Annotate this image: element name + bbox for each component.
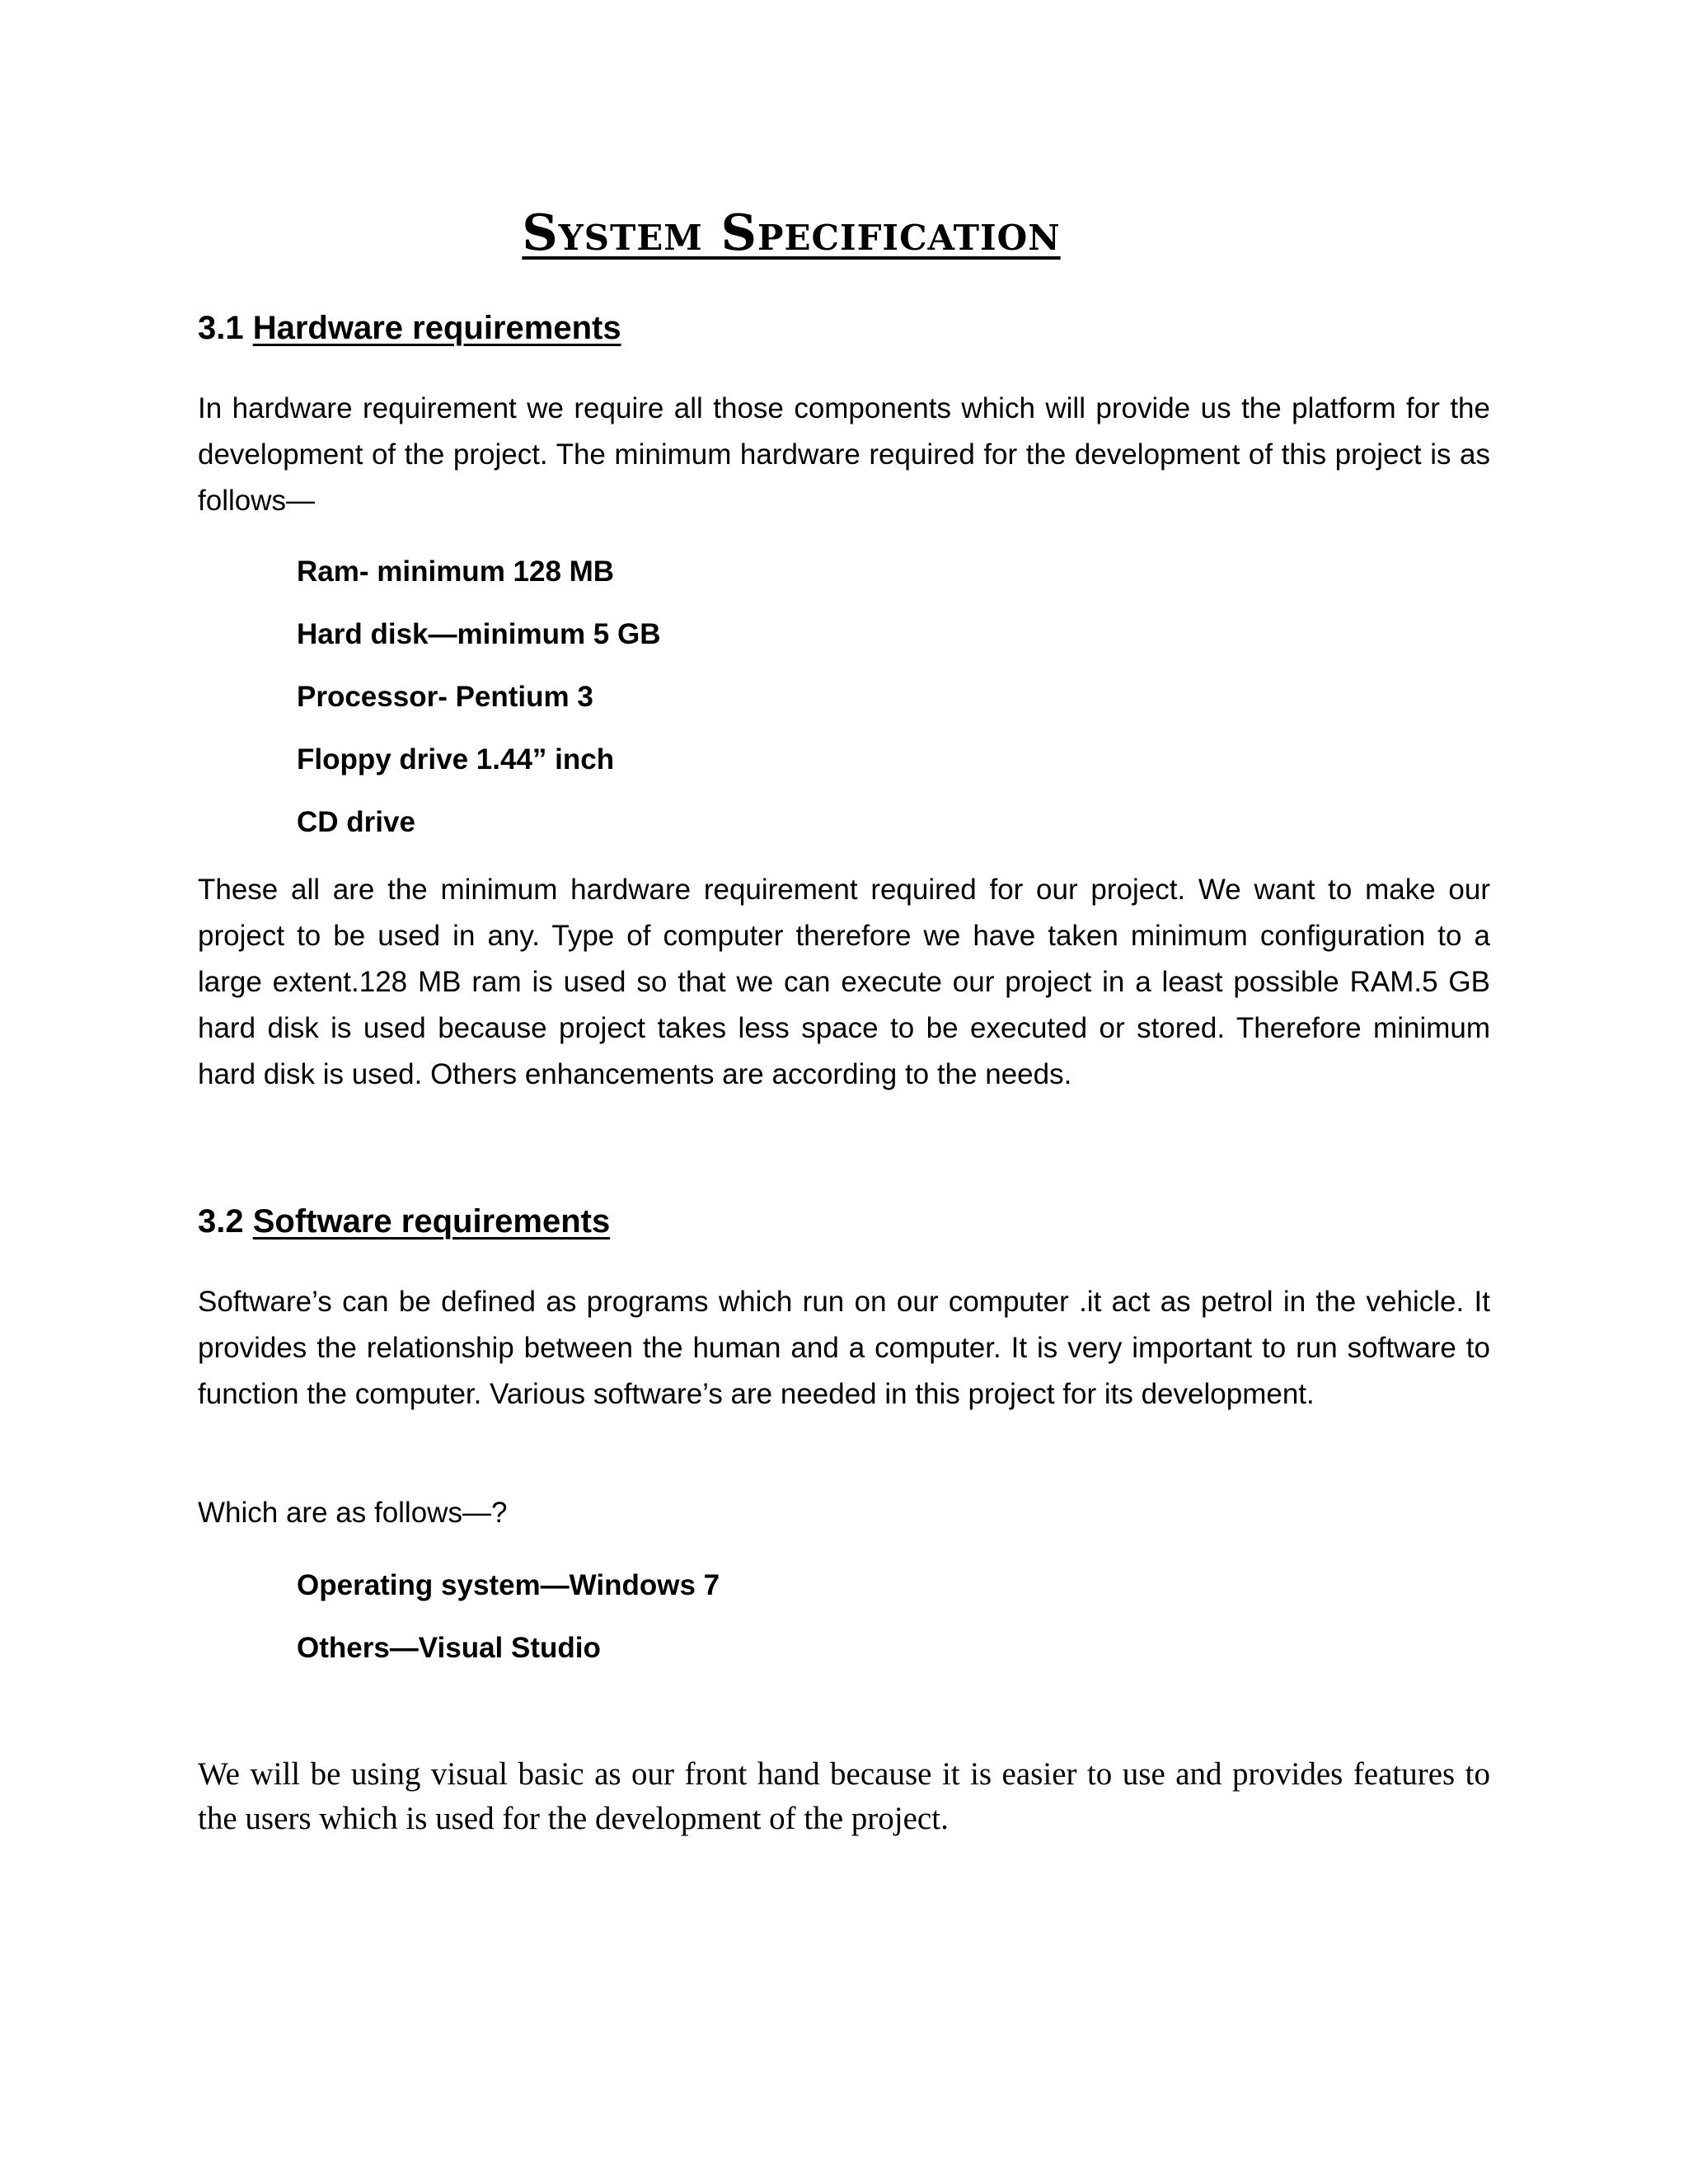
hardware-intro-paragraph: In hardware requirement we require all those components which will provide us the platform for the development of the project. The minimum hardware required for the development of this project is as follows—: [198, 392, 1490, 517]
section-number: 3.2: [198, 1203, 244, 1240]
section-heading-hardware: [198, 310, 621, 347]
software-lead-line: Which are as follows—?: [198, 1497, 508, 1529]
section-title: Hardware requirements: [252, 310, 621, 346]
section-number: 3.1: [198, 310, 244, 346]
list-item: Floppy drive 1.44” inch: [297, 743, 615, 776]
list-item: CD drive: [297, 806, 415, 838]
hardware-closing-paragraph: These all are the minimum hardware requirement required for our project. We want to make our project to be used in any. Type of computer therefore we have taken minimum configuration to a large extent.128 MB ram is used so that we can execute our project in a least possible RAM.5 GB hard disk is used because project takes less space to be executed or stored. Therefore minimum hard disk is used. Others enhancements are according to the needs.: [198, 874, 1490, 1090]
software-spec-list: [297, 1568, 720, 1693]
list-item: Hard disk—minimum 5 GB: [297, 618, 661, 650]
hardware-spec-list: [297, 554, 660, 867]
list-item: Ram- minimum 128 MB: [297, 555, 615, 588]
list-item: Others—Visual Studio: [297, 1632, 601, 1664]
section-heading-software: [198, 1203, 610, 1240]
software-intro-paragraph: Software’s can be defined as programs which run on our computer .it act as petrol in the vehicle. It provides the relationship between the human and a computer. It is very important to run software to function the computer. Various software’s are needed in this project for its development.: [198, 1286, 1490, 1410]
software-closing-paragraph: We will be using visual basic as our front hand because it is easier to use and provides features to the users which is used for the development of the project.: [198, 1756, 1490, 1836]
page-title: System Specification: [522, 204, 1061, 262]
list-item: Processor- Pentium 3: [297, 681, 593, 713]
section-title: Software requirements: [252, 1203, 611, 1240]
list-item: Operating system—Windows 7: [297, 1569, 720, 1601]
